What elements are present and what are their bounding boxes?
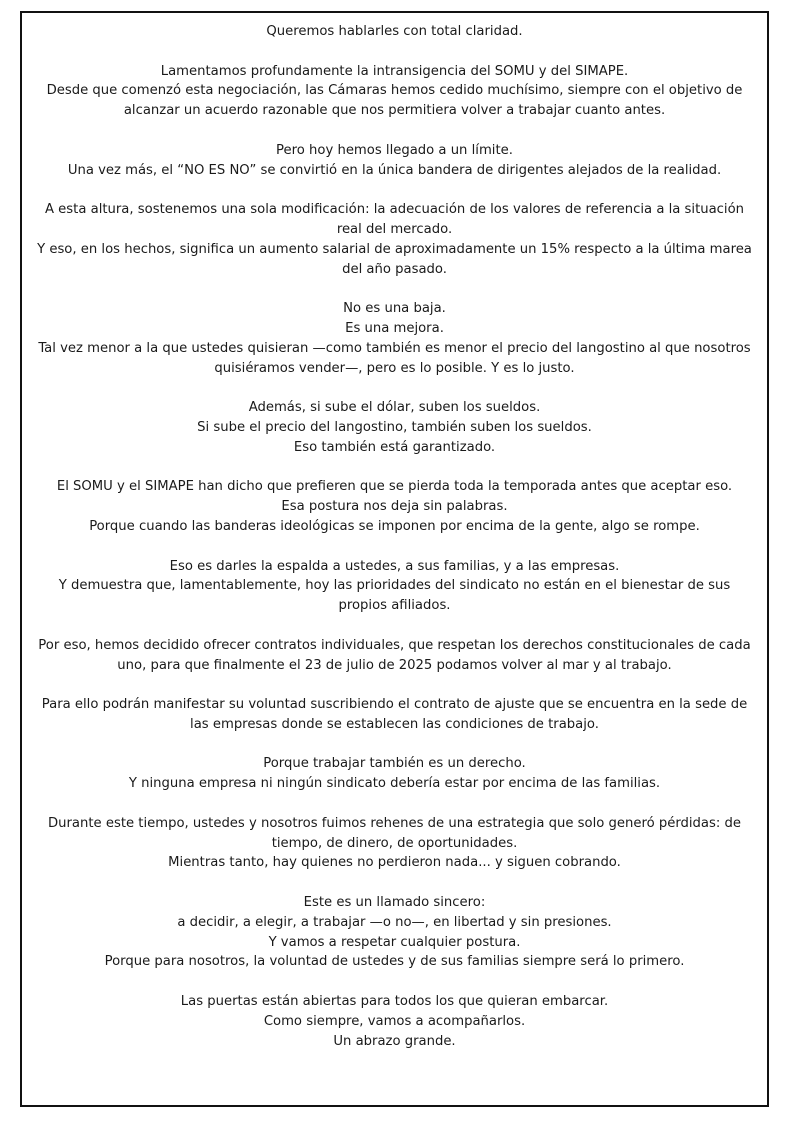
text-line: Y vamos a respetar cualquier postura. [268, 934, 521, 950]
paragraph-unions-stance [36, 477, 753, 536]
paragraph-guarantee [36, 398, 753, 457]
paragraph-improvement [36, 299, 753, 378]
text-line: Porque para nosotros, la voluntad de ustedes y de sus familias siempre será lo primero. [104, 954, 685, 970]
paragraph-intransigence [36, 62, 753, 121]
text-line: Durante este tiempo, ustedes y nosotros fuimos rehenes de una estrategia que solo generó pérdidas: de tiempo, de dinero, de oportunidades. [48, 815, 741, 851]
text-line: Eso es darles la espalda a ustedes, a sus familias, y a las empresas. [169, 558, 620, 574]
paragraph-modification [36, 200, 753, 279]
text-line: Desde que comenzó esta negociación, las Cámaras hemos cedido muchísimo, siempre con el objetivo de alcanzar un acuerdo razonable que nos permitiera volver a trabajar cuanto antes. [46, 83, 743, 119]
text-line: Si sube el precio del langostino, también suben los sueldos. [197, 419, 592, 435]
text-line: Porque trabajar también es un derecho. [263, 756, 526, 772]
text-line: Mientras tanto, hay quienes no perdieron nada... y siguen cobrando. [168, 855, 621, 871]
paragraph-how-to-sign [36, 695, 753, 735]
text-line: Por eso, hemos decidido ofrecer contratos individuales, que respetan los derechos constitucionales de cada uno, para que finalmente el 23 de julio de 2025 podamos volver al mar y al trabajo. [38, 637, 751, 673]
text-line: Este es un llamado sincero: [303, 895, 486, 911]
text-line: Un abrazo grande. [333, 1033, 456, 1049]
text-line: Una vez más, el “NO ES NO” se convirtió en la única bandera de dirigentes alejados de la realidad. [67, 162, 722, 178]
letter-body [36, 22, 753, 1071]
text-line: Queremos hablarles con total claridad. [266, 24, 523, 39]
text-line: Las puertas están abiertas para todos los que quieran embarcar. [180, 994, 609, 1010]
text-line: A esta altura, sostenemos una sola modificación: la adecuación de los valores de referencia a la situación real del mercado. [44, 202, 745, 237]
paragraph-closing [36, 992, 753, 1051]
text-line: Y eso, en los hechos, significa un aumento salarial de aproximadamente un 15% respecto a la última marea del año pasado. [37, 241, 752, 277]
text-line: Para ello podrán manifestar su voluntad suscribiendo el contrato de ajuste que se encuentra en la sede de las empresas donde se establecen las condiciones de trabajo. [41, 697, 748, 732]
text-line: Pero hoy hemos llegado a un límite. [276, 142, 513, 158]
text-line: No es una baja. [343, 301, 446, 317]
text-line: a decidir, a elegir, a trabajar —o no—, en libertad y sin presiones. [177, 914, 612, 930]
paragraph-intro [36, 22, 753, 42]
text-line: Eso también está garantizado. [293, 439, 496, 455]
text-line: Además, si sube el dólar, suben los sueldos. [248, 400, 541, 416]
text-line: Es una mejora. [345, 320, 444, 336]
paragraph-individual-contracts [36, 636, 753, 676]
text-line: Porque cuando las banderas ideológicas se imponen por encima de la gente, algo se rompe. [89, 518, 700, 534]
text-line: Lamentamos profundamente la intransigencia del SOMU y del SIMAPE. [160, 63, 629, 79]
text-line: Y ninguna empresa ni ningún sindicato debería estar por encima de las familias. [128, 776, 661, 792]
paragraph-priorities [36, 557, 753, 616]
paragraph-sincere-call [36, 893, 753, 972]
paragraph-right-to-work [36, 754, 753, 794]
text-line: Tal vez menor a la que ustedes quisieran —como también es menor el precio del langostino al que nosotros quisiéramos vender—, pero es lo posible. Y es lo justo. [38, 340, 751, 376]
page-border [20, 11, 769, 1107]
paragraph-limit [36, 141, 753, 181]
text-line: El SOMU y el SIMAPE han dicho que prefieren que se pierda toda la temporada antes que aceptar eso. [56, 479, 733, 495]
text-line: Y demuestra que, lamentablemente, hoy las prioridades del sindicato no están en el bienestar de sus propios afiliados. [58, 578, 731, 614]
text-line: Como siempre, vamos a acompañarlos. [263, 1013, 526, 1029]
text-line: Esa postura nos deja sin palabras. [281, 499, 508, 515]
paragraph-hostages [36, 814, 753, 873]
